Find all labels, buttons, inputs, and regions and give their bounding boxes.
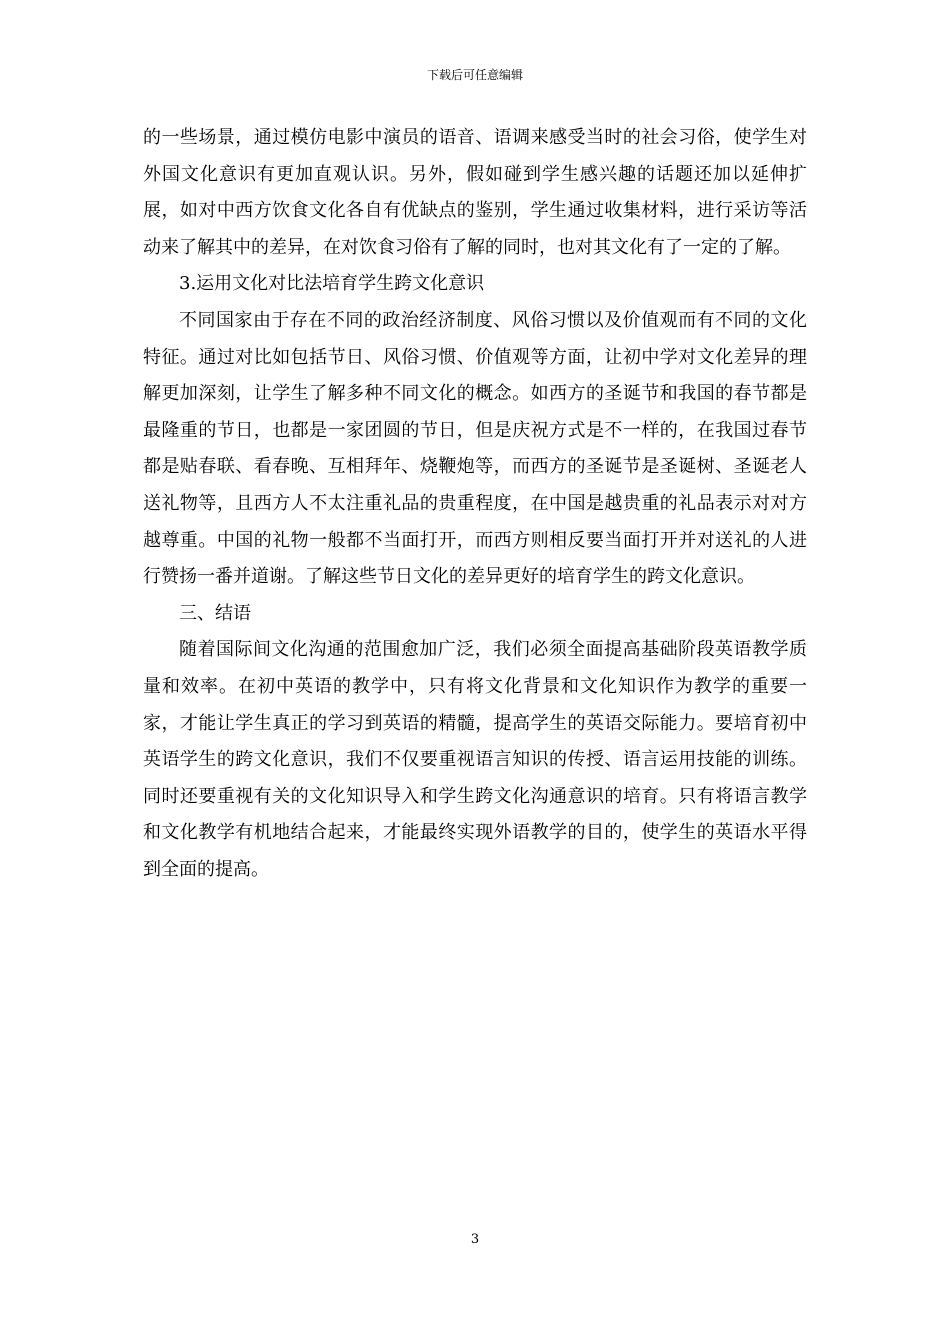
page-number: 3 bbox=[470, 1232, 480, 1247]
section-heading-conclusion: 三、结语 bbox=[179, 602, 251, 624]
page-header: 下载后可任意编辑 bbox=[426, 68, 523, 82]
paragraph-conclusion: 随着国际间文化沟通的范围愈加广泛，我们必须全面提高基础阶段英语教学质量和效率。在初中英语的教学中，只有将文化背景和文化知识作为教学的重要一家，才能让学生真正的学习到英语的精髓，提高学生的英语交际能力。要培育初中英语学生的跨文化意识，我们不仅要重视语言知识的传授、语言运用技能的训练。同时还要重视有关的文化知识导入和学生跨文化沟通意识的培育。只有将语言教学和文化教学有机地结合起来，才能最终实现外语教学的目的，使学生的英语水平得到全面的提高。 bbox=[143, 639, 807, 880]
document-body bbox=[143, 120, 807, 888]
section-heading-cultural-comparison: 3.运用文化对比法培育学生跨文化意识 bbox=[179, 273, 485, 295]
paragraph-cultural-comparison: 不同国家由于存在不同的政治经济制度、风俗习惯以及价值观而有不同的文化特征。通过对比如包括节日、风俗习惯、价值观等方面，让初中学对文化差异的理解更加深刻，让学生了解多种不同文化的概念。如西方的圣诞节和我国的春节都是最隆重的节日，也都是一家团圆的节日，但是庆祝方式是不一样的，在我国过春节都是贴春联、看春晚、互相拜年、烧鞭炮等，而西方的圣诞节是圣诞树、圣诞老人送礼物等，且西方人不太注重礼品的贵重程度，在中国是越贵重的礼品表示对对方越尊重。中国的礼物一般都不当面打开，而西方则相反要当面打开并对送礼的人进行赞扬一番并道谢。了解这些节日文化的差异更好的培育学生的跨文化意识。 bbox=[143, 309, 807, 588]
paragraph-continued: 的一些场景，通过模仿电影中演员的语音、语调来感受当时的社会习俗，使学生对外国文化意识有更加直观认识。另外，假如碰到学生感兴趣的话题还加以延伸扩展，如对中西方饮食文化各自有优缺点的鉴别，学生通过收集材料，进行采访等活动来了解其中的差异，在对饮食习俗有了解的同时，也对其文化有了一定的了解。 bbox=[143, 127, 807, 258]
